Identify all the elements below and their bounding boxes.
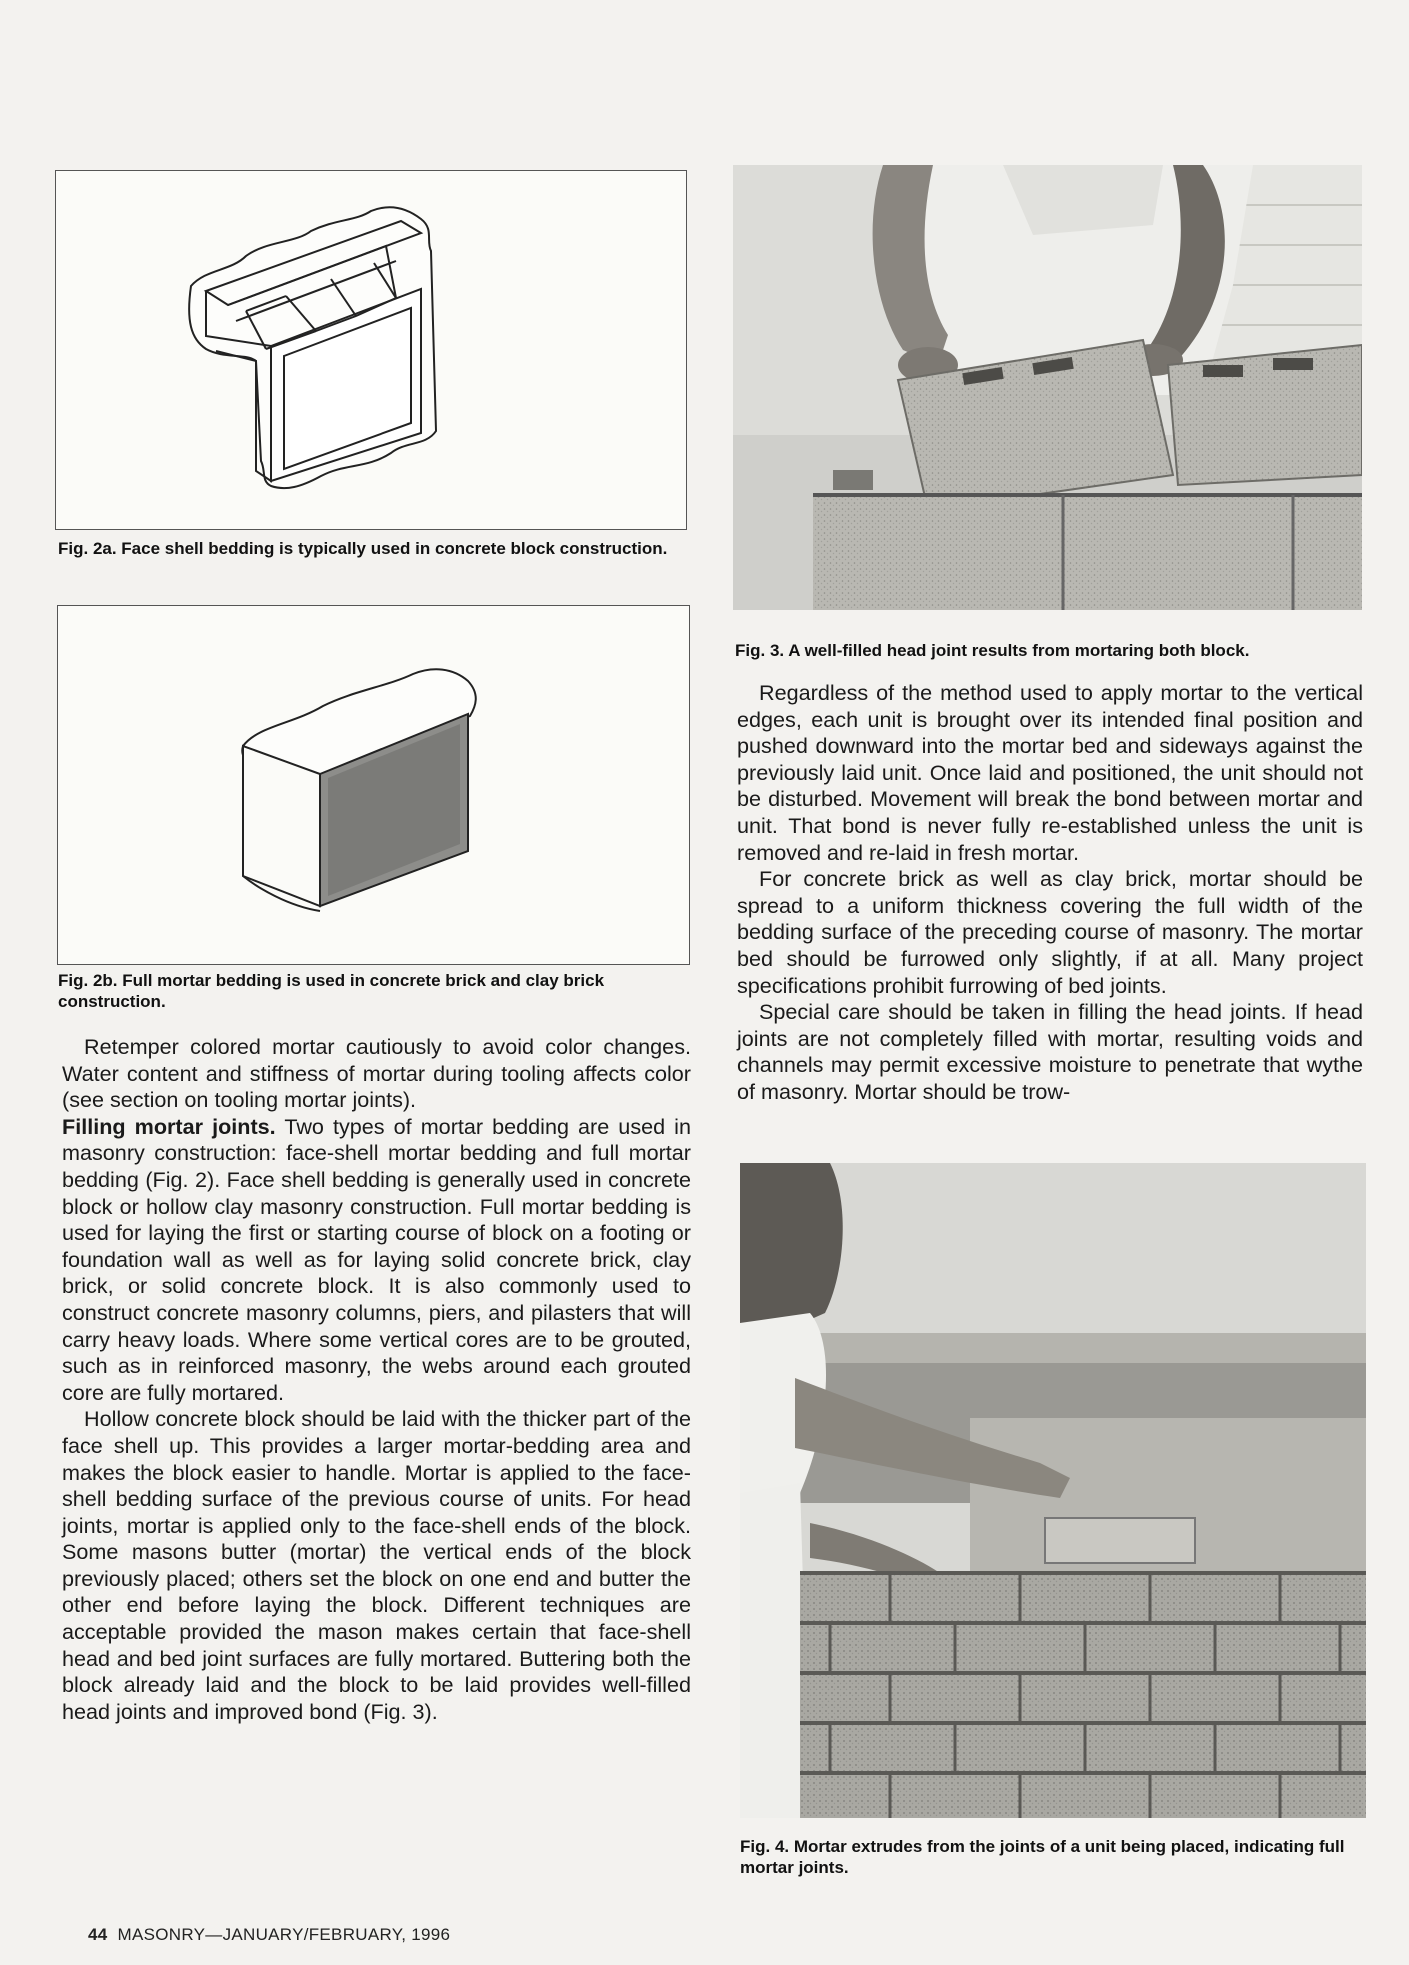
- mason-placing-unit-mortar-extrudes-photo: [740, 1163, 1366, 1818]
- right-paragraph-2: For concrete brick as well as clay brick, mortar should be spread to a uniform thickness covering the full width of the bedding surface of the preceding course of masonry. The mortar bed should be furrowed only slightly, if at all. Many project specifications prohibit furrowing of bed joints.: [737, 866, 1363, 998]
- page-number: 44: [88, 1925, 108, 1944]
- fig2b-caption: Fig. 2b. Full mortar bedding is used in concrete brick and clay brick construction.: [58, 971, 605, 1011]
- publication-name: MASONRY—JANUARY/FEBRUARY, 1996: [117, 1925, 451, 1944]
- fig2a-frame: [55, 170, 687, 530]
- left-paragraph-3: Hollow concrete block should be laid with the thicker part of the face shell up. This provides a larger mortar-bedding area and makes the block easier to handle. Mortar is applied to the face-shell bedding surface of the previous course of units. For head joints, mortar is applied only to the face-shell ends of the block. Some masons butter (mortar) the vertical ends of the block previously placed; others set the block on one end and butter the other end before laying the block. Different techniques are acceptable provided the mason makes certain that face-shell head and bed joint surfaces are fully mortared. Buttering both the block already laid and the block to be laid provides well-filled head joints and improved bond (Fig. 3).: [62, 1406, 691, 1724]
- left-paragraph-2-body: Two types of mortar bedding are used in masonry construction: face-shell mortar bedding and full mortar bedding (Fig. 2). Face shell bedding is generally used in concrete block or hollow clay masonry construction. Full mortar bedding is used for laying the first or starting course of block on a footing or foundation wall as well as for laying solid concrete brick, clay brick, or solid concrete block. It is also commonly used to construct concrete masonry columns, piers, and pilasters that will carry heavy loads. Where some vertical cores are to be grouted, such as in reinforced masonry, the webs around each grouted core are fully mortared.: [62, 1113, 691, 1405]
- filling-mortar-joints-heading: Filling mortar joints.: [62, 1113, 276, 1139]
- fig3-caption: Fig. 3. A well-filled head joint results from mortaring both block.: [735, 641, 1250, 660]
- right-paragraph-3: Special care should be taken in filling the head joints. If head joints are not completely filled with mortar, resulting voids and channels may permit excessive moisture to penetrate that wythe of masonry. Mortar should be trow-: [737, 999, 1363, 1104]
- face-shell-bedding-block-illustration: [56, 171, 685, 528]
- mason-laying-concrete-block-photo: [733, 165, 1362, 610]
- left-paragraph-2: [62, 1114, 691, 1407]
- right-column: [737, 680, 1363, 1106]
- fig4-photo: [740, 1163, 1366, 1818]
- full-mortar-bedding-brick-illustration: [58, 606, 688, 963]
- fig2a-caption: Fig. 2a. Face shell bedding is typically used in concrete block construction.: [58, 539, 668, 558]
- page-footer: [88, 1925, 450, 1945]
- fig4-caption: Fig. 4. Mortar extrudes from the joints of a unit being placed, indicating full mortar joints.: [740, 1837, 1345, 1877]
- left-column: [62, 1034, 691, 1725]
- fig3-photo: [733, 165, 1362, 610]
- right-paragraph-1: Regardless of the method used to apply mortar to the vertical edges, each unit is brought over its intended final position and pushed downward into the mortar bed and sideways against the previously laid unit. Once laid and positioned, the unit should not be disturbed. Movement will break the bond between mortar and unit. That bond is never fully re-established unless the unit is removed and re-laid in fresh mortar.: [737, 680, 1363, 865]
- fig2b-frame: [57, 605, 690, 965]
- left-paragraph-1: Retemper colored mortar cautiously to avoid color changes. Water content and stiffness of mortar during tooling affects color (see section on tooling mortar joints).: [62, 1034, 691, 1113]
